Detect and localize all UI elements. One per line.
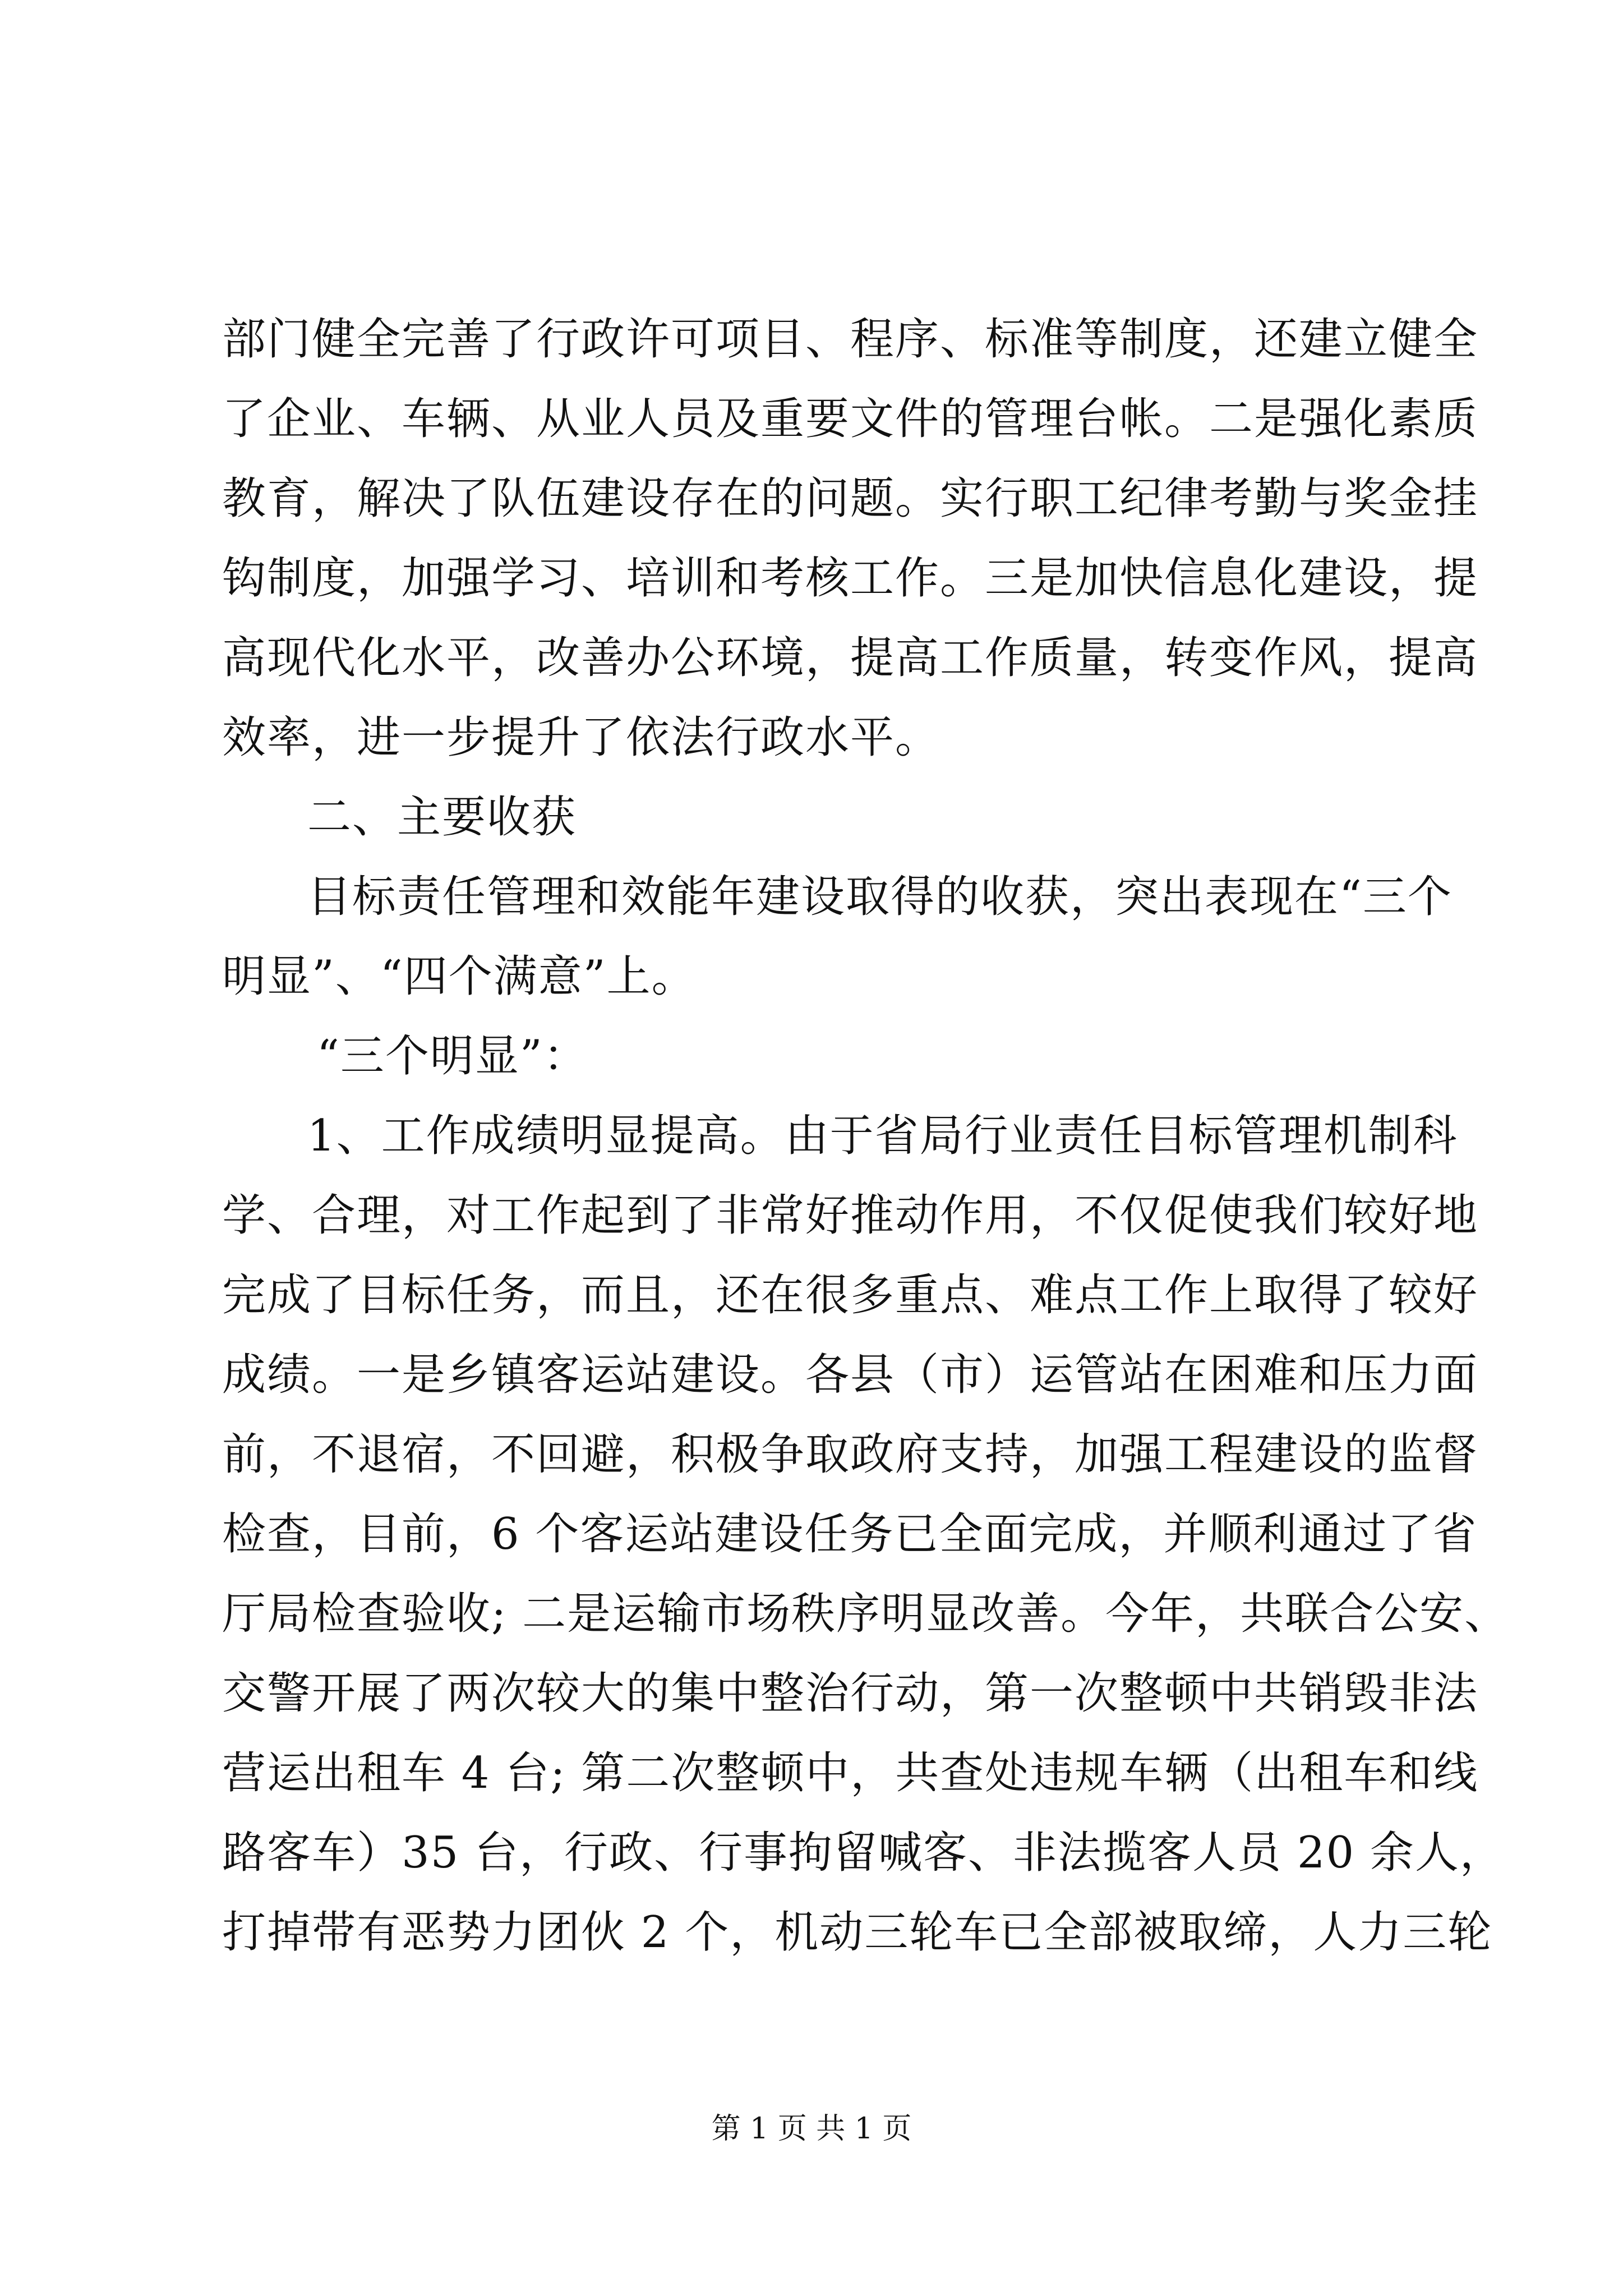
text-line: 钩制度，加强学习、培训和考核工作。三是加快信息化建设，提 [222,553,1479,604]
text-line: 打掉带有恶势力团伙 2 个，机动三轮车已全部被取缔，人力三轮 [222,1907,1493,1958]
text-line: 路客车）35 台，行政、行事拘留喊客、非法揽客人员 20 余人， [222,1828,1505,1878]
text-line: 完成了目标任务，而且，还在很多重点、难点工作上取得了较好 [222,1270,1479,1320]
section-heading: 二、主要收获 [307,792,577,843]
text-line: 厅局检查验收; 二是运输市场秩序明显改善。今年，共联合公安、 [222,1589,1510,1639]
text-line: 交警开展了两次较大的集中整治行动，第一次整顿中共销毁非法 [222,1668,1479,1719]
text-line: 了企业、车辆、从业人员及重要文件的管理台帐。二是强化素质 [222,394,1479,444]
text-line: 1、工作成绩明显提高。由于省局行业责任目标管理机制科 [307,1111,1458,1161]
text-line: 检查，目前，6 个客运站建设任务已全面完成，并顺利通过了省 [222,1509,1478,1559]
text-line: 营运出租车 4 台; 第二次整顿中，共查处违规车辆（出租车和线 [222,1748,1479,1798]
text-line: 教育，解决了队伍建设存在的问题。实行职工纪律考勤与奖金挂 [222,473,1479,524]
text-line: 目标责任管理和效能年建设取得的收获，突出表现在“三个 [307,872,1453,922]
text-line: 学、合理，对工作起到了非常好推动作用，不仅促使我们较好地 [222,1190,1479,1241]
page-footer: 第 1 页 共 1 页 [711,2112,912,2146]
text-line: 部门健全完善了行政许可项目、程序、标准等制度，还建立健全 [222,314,1479,365]
subsection-heading: “三个明显”： [317,1031,588,1082]
text-line: 效率，进一步提升了依法行政水平。 [222,712,940,763]
text-line: 前，不退宿，不回避，积极争取政府支持，加强工程建设的监督 [222,1429,1479,1480]
text-line: 成绩。一是乡镇客运站建设。各县（市）运管站在困难和压力面 [222,1350,1479,1400]
text-line: 高现代化水平，改善办公环境，提高工作质量，转变作风，提高 [222,633,1479,683]
text-line: 明显”、“四个满意”上。 [222,951,697,1002]
